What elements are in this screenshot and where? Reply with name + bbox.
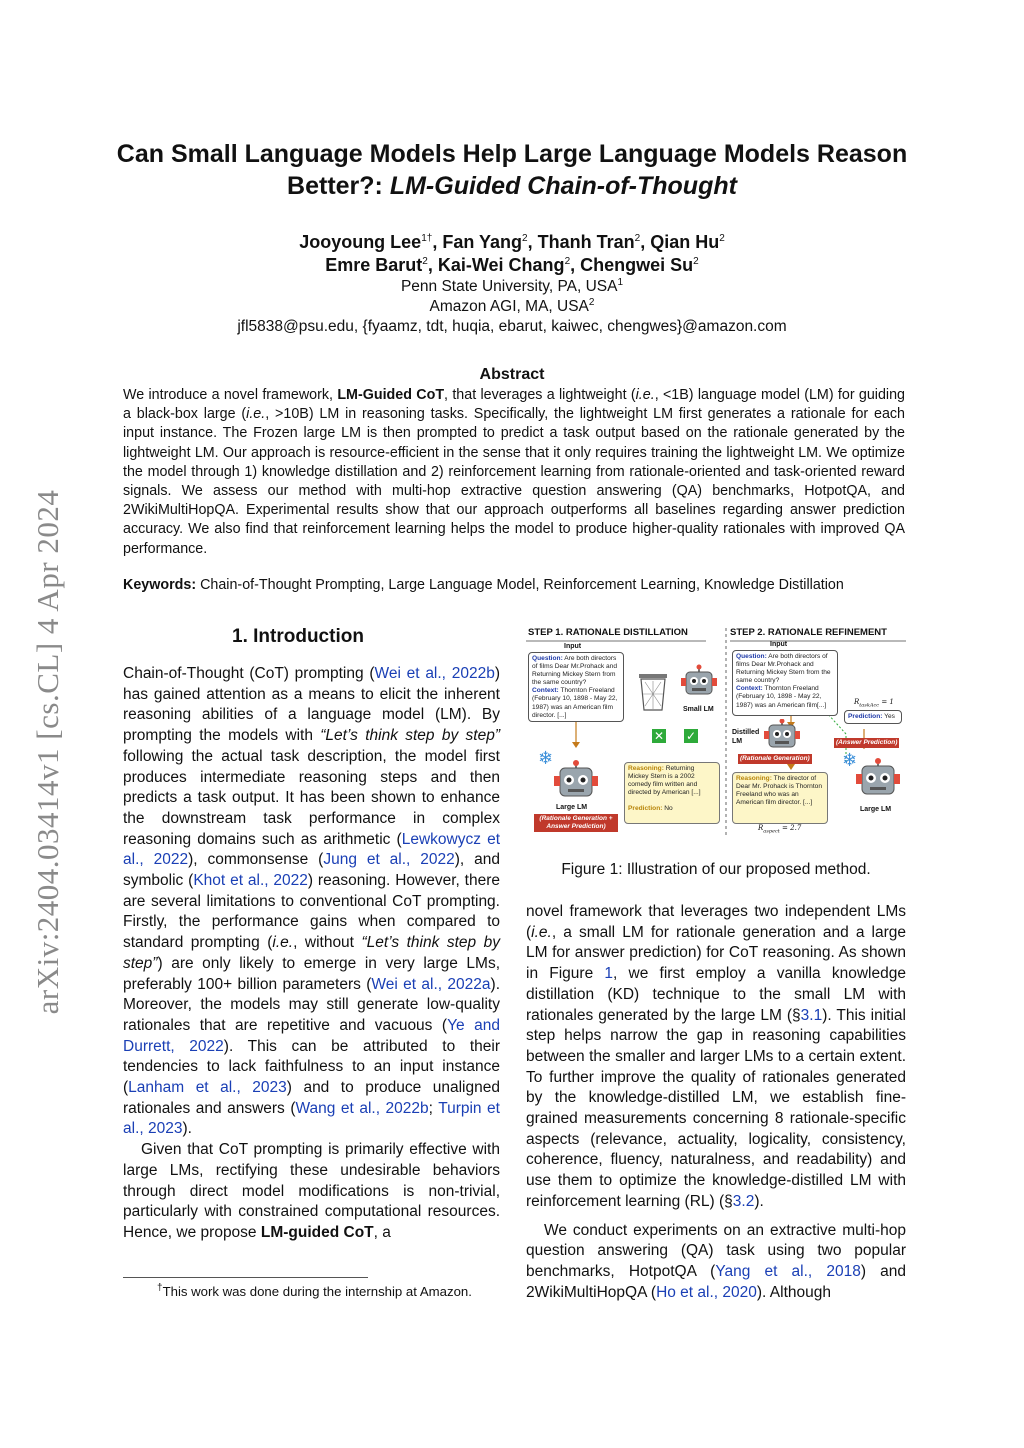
authors-line-1: Jooyoung Lee$^{1\dagger}$, Fan Yang$^2$, Thanh Tran$^2$, Qian Hu$^2$ (299, 232, 725, 252)
affiliation-2: Amazon AGI, MA, USA$^2$ (429, 296, 595, 315)
citation-link[interactable]: Khot et al., 2022 (193, 872, 308, 890)
step1-reasoning-box: Reasoning: Returning Mickey Stern is a 2002 comedy film written and directed by American [...] Prediction: No (624, 762, 720, 824)
author-name: Kai-Wei Chang$^2$ (437, 255, 571, 275)
rationale-answer-tag: (Rationale Generation + Answer Prediction) (534, 814, 618, 832)
large-lm-label-step1: Large LM (556, 804, 588, 811)
step2-title: STEP 2. RATIONALE REFINEMENT (730, 627, 887, 638)
task-reward: $R_{taskAcc} = 1$ (854, 698, 894, 709)
citation-link[interactable]: Lanham et al., 2023 (128, 1079, 287, 1097)
footnote: †This work was done during the internship at Amazon. (157, 1282, 472, 1299)
title-line-1: Can Small Language Models Help Large Language Models Reason (116, 140, 908, 168)
abstract-text: We introduce a novel framework, LM-Guided CoT, that leverages a lightweight (i.e., <1B) language model (LM) for guiding a black-box large (i.e., >10B) LM in reasoning tasks. Specifically, the lightweight LM first generates a rationale for each input instance. The Frozen large LM is then prompted to predict a task output based on the rationale generated by the lightweight LM. Our approach is resource-efficient in the sense that it only requires training the lightweight LM. We optimize the model through 1) knowledge distillation and 2) reinforcement learning from rationale-oriented and task-oriented reward signals. We assess our method with multi-hop extractive question answering (QA) benchmarks, HotpotQA, and 2WikiMultiHopQA. Experimental results show that our approach outperforms all baselines regarding answer prediction accuracy. We also find that reinforcement learning helps the model to produce higher-quality rationales with improved QA performance. (123, 387, 905, 557)
small-lm-robot-icon (678, 664, 720, 704)
abstract-heading: Abstract (479, 366, 545, 383)
distilled-lm-robot-icon (762, 719, 802, 755)
large-lm-label-step2: Large LM (860, 806, 892, 813)
affiliation-1: Penn State University, PA, USA$^1$ (400, 276, 624, 295)
citation-link[interactable]: Turpin et al., 2023 (123, 1099, 500, 1138)
intro-paragraph-4: We conduct experiments on an extractive multi-hop question answering (QA) task using two popular benchmarks, HotpotQA (Yang et al., 2018) and 2WikiMultiHopQA (Ho et al., 2020). Although (526, 1221, 906, 1301)
step1-input-label: Input (564, 643, 582, 650)
step1-title: STEP 1. RATIONALE DISTILLATION (528, 627, 688, 638)
author-name: Chengwei Su$^2$ (580, 255, 699, 275)
keywords: Keywords: Chain-of-Thought Prompting, Large Language Model, Reinforcement Learning, Knowledge Distillation (123, 577, 844, 593)
citation-link[interactable]: Wei et al., 2022a (371, 975, 491, 993)
step2-input-box: Question: Are both directors of films Dear Mr.Prohack and Returning Mickey Stern from the same country? Context: Thornton Freeland (February 10, 1898 - May 22, 1987) was an American film[...] (732, 650, 838, 716)
arxiv-identifier: arXiv:2404.03414v1 [cs.CL] 4 Apr 2024 (30, 489, 65, 1015)
author-name: Fan Yang$^2$ (442, 232, 528, 252)
step2-input-label: Input (770, 641, 788, 648)
figure-caption: Figure 1: Illustration of our proposed method. (561, 861, 871, 878)
citation-link[interactable]: 1 (604, 965, 614, 983)
answer-prediction-tag: (Answer Prediction) (836, 739, 898, 746)
title-line-2: Better?: LM-Guided Chain-of-Thought (287, 172, 737, 200)
author-emails: jfl5838@psu.edu, {fyaamz, tdt, huqia, ebarut, kaiwec, chengwes}@amazon.com (237, 318, 787, 335)
distilled-lm-label: Distilled LM (732, 729, 760, 745)
step2-prediction-box: Prediction: Yes (844, 710, 902, 724)
large-lm-robot-icon (552, 760, 600, 806)
section-heading-introduction: 1. Introduction (232, 626, 364, 647)
intro-paragraph-3: novel framework that leverages two independent LMs (i.e., a small LM for rationale generation and a large LM for answer prediction) for CoT reasoning. As shown in Figure 1, we first employ a vanilla knowledge distillation (KD) technique to the small LM with rationales generated by the large LM (§3.1). This initial step helps narrow the gap in reasoning capabilities between the smaller and larger LMs to a certain extent. To further improve the quality of rationales generated by the knowledge-distilled LM, we establish fine-grained measurements concerning 8 rationale-specific aspects (relevance, actuality, logicality, consistency, coherence, fluency, naturalness, and readability) and use them to optimize the knowledge-distilled LM with reinforcement learning (RL) (§3.2). (526, 903, 906, 1210)
snowflake-icon: ❄ (538, 748, 554, 768)
citation-link[interactable]: 3.1 (800, 1006, 823, 1024)
citation-link[interactable]: Yang et al., 2018 (715, 1262, 861, 1280)
citation-link[interactable]: Lewkowycz et al., 2022 (123, 830, 500, 869)
large-lm-robot-icon-2 (854, 758, 902, 804)
author-name: Emre Barut$^2$ (325, 255, 428, 275)
aspect-reward: $R_{aspect} = 2.7$ (758, 824, 802, 835)
snowflake-icon-2: ❄ (842, 750, 858, 770)
step2-reasoning-box: Reasoning: The director of Dear Mr. Prohack is Thornton Freeland who was an American film director. [...] (732, 772, 828, 824)
cross-mark-icon: ✕ (653, 729, 665, 743)
paper-title (110, 138, 914, 202)
citation-link[interactable]: Jung et al., 2022 (323, 851, 455, 869)
step1-input-box: Question: Are both directors of films Dear Mr.Prohack and Returning Mickey Stern from the same country? Context: Thornton Freeland (February 10, 1898 - May 22, 1987) was an American film director. [...] (528, 652, 624, 722)
author-name: Qian Hu$^2$ (650, 232, 725, 252)
citation-link[interactable]: Ho et al., 2020 (656, 1283, 757, 1301)
check-mark-icon: ✓ (685, 729, 697, 743)
intro-paragraph-1: Chain-of-Thought (CoT) prompting (Wei et al., 2022b) has gained attention as a means to elicit the inherent reasoning abilities of a language model (LM). By prompting the models with “Let’s think step by step” following the actual task description, the model first produces intermediate reasoning steps and then predicts a task output. It has been shown to enhance the downstream task performance in complex reasoning domains such as arithmetic (Lewkowycz et al., 2022), commonsense (Jung et al., 2022), and symbolic (Khot et al., 2022) reasoning. However, there are several limitations to conventional CoT prompting. Firstly, the performance gains when compared to standard prompting (i.e., without “Let’s think step by step”) are only likely to emerge in very large LMs, preferably 100+ billion parameters (Wei et al., 2022a). Moreover, the models may still generate low-quality rationales that are repetitive and vacuous (Ye and Durrett, 2022). This can be attributed to their tendencies to lack faithfulness to an input instance (Lanham et al., 2023) and to produce unaligned rationales and answers (Wang et al., 2022b; Turpin et al., 2023). (123, 665, 501, 1138)
left-column (123, 664, 500, 1244)
footnote-rule (123, 1277, 368, 1278)
author-name: Thanh Tran$^2$ (537, 232, 641, 252)
citation-link[interactable]: Wei et al., 2022b (374, 665, 495, 682)
authors-line-2: Emre Barut$^2$, Kai-Wei Chang$^2$, Chengwei Su$^2$ (325, 255, 699, 275)
citation-link[interactable]: Ye and Durrett, 2022 (123, 1016, 500, 1055)
small-lm-label: Small LM (683, 706, 714, 713)
citation-link[interactable]: Wang et al., 2022b (295, 1099, 429, 1117)
author-name: Jooyoung Lee$^{1\dagger}$ (299, 232, 433, 252)
intro-paragraph-2: Given that CoT prompting is primarily effective with large LMs, rectifying these undesirable behaviors through direct model modifications is non-trivial, particularly with constrained computational resources. Hence, we propose LM-guided CoT, a (123, 1141, 500, 1241)
title-italic: LM-Guided Chain-of-Thought (389, 172, 737, 200)
figure-1 (526, 624, 906, 842)
right-column (526, 902, 906, 1303)
rationale-generation-tag: (Rationale Generation) (740, 755, 810, 762)
citation-link[interactable]: 3.2 (732, 1192, 755, 1210)
trash-can-icon (636, 672, 670, 712)
